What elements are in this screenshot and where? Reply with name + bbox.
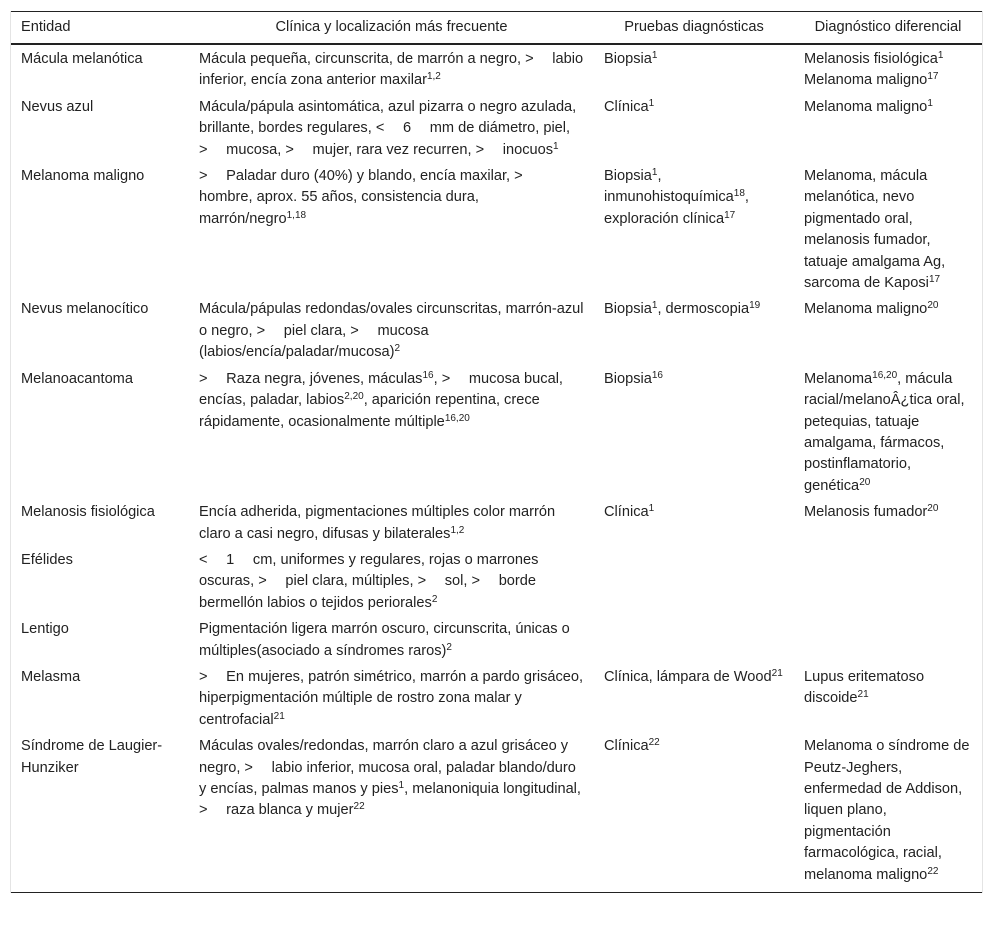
cell-text: Máculas ovales/redondas, marrón claro a azul grisáceo y negro, > labio inferior, mucosa oral, paladar blando/duro y encías, palmas manos y pies [199,738,576,797]
cell-clinic [189,617,594,665]
table-container [10,11,983,893]
cell-entity [11,734,189,892]
cell-entity [11,548,189,617]
cell-entity [11,367,189,500]
cell-clinic [189,44,594,95]
differential-diagnosis-table [11,11,982,893]
reference-superscript: 1 [937,50,944,61]
cell-text: , exploración clínica [604,189,749,227]
cell-clinic [189,297,594,366]
cell-text: Encía adherida, pigmentaciones múltiples color marrón claro a casi negro, difusas y bilaterales [199,504,556,542]
reference-superscript: 2 [446,641,452,653]
cell-entity [11,617,189,665]
cell-text: Biopsia [604,301,652,318]
cell-differential [794,297,982,366]
cell-differential [794,665,982,734]
cell-text: Melanoma [804,370,873,387]
cell-tests [594,44,794,95]
reference-superscript: 1,2 [426,71,441,83]
cell-tests [594,367,794,500]
cell-clinic [189,500,594,548]
table-row [11,665,982,734]
cell-tests [594,500,794,548]
table-body [11,44,982,893]
cell-tests [594,95,794,164]
cell-entity [11,164,189,297]
cell-text: Clínica [604,504,649,521]
cell-tests [594,297,794,366]
cell-differential [794,164,982,297]
cell-text: Melanosis fumador [804,504,928,521]
reference-superscript: 1,2 [450,524,465,536]
table-row [11,734,982,892]
cell-tests [594,734,794,892]
reference-superscript: 1 [398,780,405,791]
reference-superscript: 1 [651,300,658,312]
cell-text: > En mujeres, patrón simétrico, marrón a pardo grisáceo, hiperpigmentación múltiple de rostro zona malar y centrofacial [199,668,584,728]
cell-text: Clínica [604,738,649,755]
reference-superscript: 19 [749,300,761,312]
cell-clinic [189,548,594,617]
reference-superscript: 16,20 [872,369,898,381]
cell-text: Melanoacantoma [21,370,133,387]
reference-superscript: 17 [724,209,736,221]
cell-tests [594,164,794,297]
cell-differential [794,95,982,164]
cell-text: Biopsia [604,370,652,387]
table-row [11,95,982,164]
table-header-row [11,12,982,45]
cell-text: Mácula/pápula asintomática, azul pizarra o negro azulada, brillante, bordes regulares, < 6 mm de diámetro, piel, > mucosa, > mujer, rara vez recurren, > inocuos [199,98,577,158]
cell-text: Nevus azul [21,98,94,115]
cell-clinic [189,164,594,297]
cell-text: , inmunohistoquímica [604,168,734,206]
cell-text: Melanoma o síndrome de Peutz-Jeghers, enfermedad de Addison, liquen plano, pigmentación farmacológica, racial, melanoma maligno [804,738,970,883]
reference-superscript: 1 [927,97,933,109]
reference-superscript: 16 [651,369,663,381]
cell-clinic [189,367,594,500]
table-row [11,164,982,297]
cell-differential [794,617,982,665]
reference-superscript: 2 [394,343,401,355]
cell-differential [794,44,982,95]
table-row [11,548,982,617]
header-entity: Entidad [11,12,189,45]
cell-tests [594,665,794,734]
cell-text: Pigmentación ligera marrón oscuro, circunscrita, únicas o múltiples(asociado a síndromes raros) [199,621,570,659]
table-row [11,617,982,665]
cell-entity [11,500,189,548]
cell-text: Melanoma, mácula melanótica, nevo pigmentado oral, melanosis fumador, tatuaje amalgama Ag, sarcoma de Kaposi [804,168,946,292]
cell-text: Mácula melanótica [21,51,143,67]
cell-text: , > mucosa bucal, encías, paladar, labios [199,370,563,409]
cell-text: , dermoscopia [657,301,750,318]
reference-superscript: 1 [651,167,658,179]
cell-text: Mácula/pápulas redondas/ovales circunscritas, marrón-azul o negro, > piel clara, > mucosa (labios/encía/paladar/mucosa) [199,301,584,361]
reference-superscript: 20 [927,503,939,515]
cell-tests [594,548,794,617]
reference-superscript: 17 [927,71,939,83]
cell-text: > Raza negra, jóvenes, máculas [199,370,423,387]
cell-text: Melanoma maligno [21,168,145,185]
cell-text: , aparición repentina, crece rápidamente, ocasionalmente múltiple [199,392,540,430]
reference-superscript: 2,20 [344,391,364,403]
reference-superscript: 18 [733,188,745,200]
cell-entity [11,297,189,366]
cell-tests [594,617,794,665]
reference-superscript: 16,20 [444,412,470,424]
cell-text: Biopsia [604,51,652,67]
cell-clinic [189,734,594,892]
cell-differential [794,548,982,617]
cell-text: Melanoma maligno [804,72,928,89]
reference-superscript: 16 [422,369,434,381]
cell-entity [11,95,189,164]
cell-text: Melanosis fisiológica [804,51,938,67]
cell-text: Clínica [604,98,649,115]
cell-entity [11,44,189,95]
cell-differential [794,500,982,548]
cell-text: Melasma [21,668,81,685]
cell-text: , mácula racial/melanoÂ¿tica oral, petequias, tatuaje amalgama, fármacos, postinflamatorio, genética [804,370,965,494]
reference-superscript: 1,18 [286,209,307,221]
cell-text: Nevus melanocítico [21,301,149,318]
table-row [11,500,982,548]
reference-superscript: 22 [353,801,365,813]
cell-differential [794,367,982,500]
reference-superscript: 21 [771,667,783,679]
cell-differential [794,734,982,892]
reference-superscript: 20 [859,476,871,488]
cell-text: Clínica, lámpara de Wood [604,668,772,685]
cell-text: Melanoma maligno [804,301,928,318]
cell-text: Lentigo [21,621,69,638]
cell-text: > Paladar duro (40%) y blando, encía maxilar, > hombre, aprox. 55 años, consistencia dura, marrón/negro [199,168,538,227]
header-differential: Diagnóstico diferencial [794,12,982,45]
cell-text: Efélides [21,551,73,568]
cell-clinic [189,95,594,164]
reference-superscript: 1 [648,97,655,109]
cell-text: , melanoniquia longitudinal, > raza blanca y mujer [199,781,581,819]
cell-text: Melanoma maligno [804,98,928,115]
cell-text: Melanosis fisiológica [21,504,155,521]
table-row [11,44,982,95]
header-clinic: Clínica y localización más frecuente [189,12,594,45]
cell-clinic [189,665,594,734]
reference-superscript: 21 [273,710,285,722]
cell-text: Síndrome de Laugier-Hunziker [21,738,163,776]
reference-superscript: 1 [651,50,658,61]
cell-text: Mácula pequeña, circunscrita, de marrón a negro, > labio inferior, encía zona anterior maxilar [199,51,584,89]
reference-superscript: 2 [431,593,438,605]
cell-text: Lupus eritematoso discoide [804,668,925,707]
reference-superscript: 22 [927,865,939,877]
reference-superscript: 21 [857,689,869,701]
table-row [11,367,982,500]
cell-text: < 1 cm, uniformes y regulares, rojas o marrones oscuras, > piel clara, múltiples, > sol, > borde bermellón labios o tejidos periorales [199,551,539,611]
reference-superscript: 17 [928,274,941,286]
reference-superscript: 20 [927,300,939,312]
reference-superscript: 1 [648,503,655,515]
cell-entity [11,665,189,734]
header-tests: Pruebas diagnósticas [594,12,794,45]
reference-superscript: 22 [648,737,660,749]
table-row [11,297,982,366]
cell-text: Biopsia [604,168,652,185]
reference-superscript: 1 [553,140,559,152]
